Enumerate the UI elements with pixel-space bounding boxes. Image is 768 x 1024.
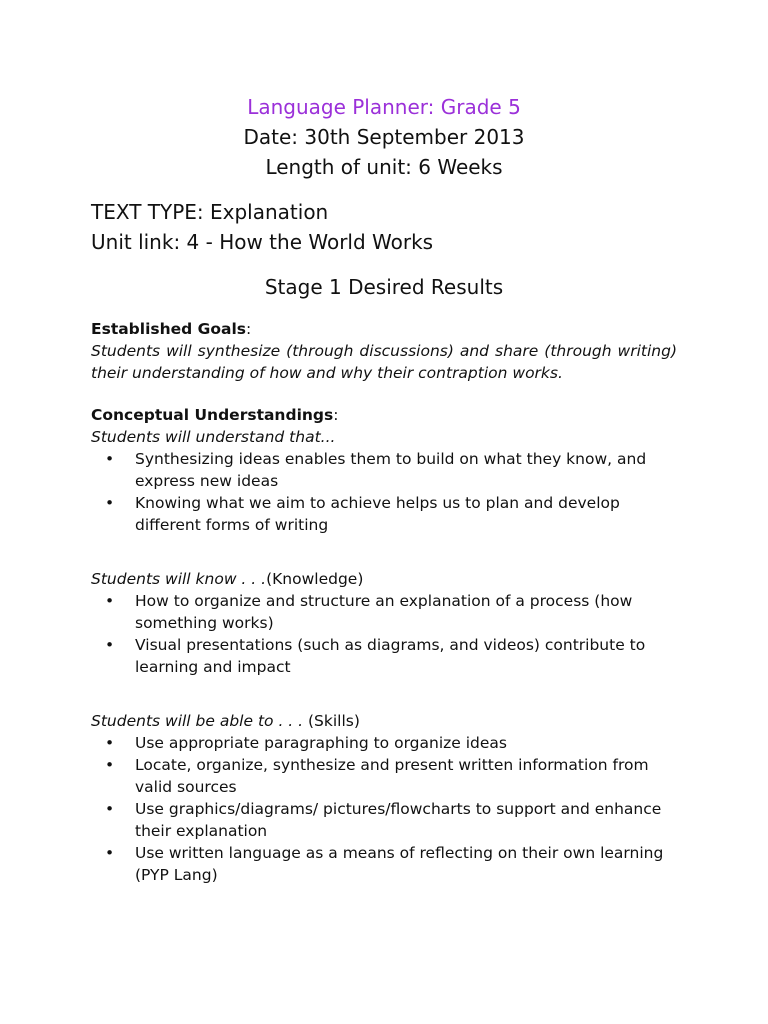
bullet-icon: •	[105, 636, 115, 654]
planner-date: Date: 30th September 2013	[243, 125, 525, 149]
bullet-icon: •	[105, 844, 115, 862]
unit-length: Length of unit: 6 Weeks	[265, 155, 503, 179]
conceptual-heading: Conceptual Understandings	[91, 406, 334, 424]
bullet-icon: •	[105, 800, 115, 818]
knowledge-list	[91, 590, 677, 678]
bullet-icon: •	[105, 756, 115, 774]
unit-meta	[91, 197, 691, 257]
list-item: • Use written language as a means of reflecting on their own learning (PYP Lang)	[105, 844, 664, 884]
knowledge-section	[91, 568, 677, 678]
conceptual-section	[91, 404, 677, 536]
goals-heading: Established Goals	[91, 320, 247, 338]
list-item: • Locate, organize, synthesize and present written information from valid sources	[105, 756, 649, 796]
knowledge-intro: Students will know . . .(Knowledge)	[91, 570, 364, 588]
goals-section	[91, 318, 677, 384]
goals-text: Students will synthesize (through discussions) and share (through writing) their understanding of how and why their contraption works.	[91, 342, 677, 382]
list-item: • Visual presentations (such as diagrams, and videos) contribute to learning and impact	[105, 636, 646, 676]
list-item: • Use graphics/diagrams/ pictures/flowcharts to support and enhance their explanation	[105, 800, 662, 840]
skills-intro: Students will be able to . . . (Skills)	[91, 712, 360, 730]
planner-title: Language Planner: Grade 5	[247, 95, 521, 119]
unit-link: Unit link: 4 - How the World Works	[91, 230, 434, 254]
list-item: • Knowing what we aim to achieve helps us to plan and develop different forms of writing	[105, 494, 620, 534]
conceptual-list	[91, 448, 677, 536]
skills-list	[91, 732, 677, 886]
conceptual-intro: Students will understand that...	[91, 428, 336, 446]
bullet-icon: •	[105, 450, 115, 468]
document-body	[91, 318, 677, 886]
document-header	[0, 92, 768, 182]
bullet-icon: •	[105, 592, 115, 610]
list-item: • Synthesizing ideas enables them to build on what they know, and express new ideas	[105, 450, 647, 490]
section-heading: Conceptual Understandings:	[91, 406, 339, 424]
list-item: • Use appropriate paragraphing to organize ideas	[105, 734, 507, 752]
stage-heading: Stage 1 Desired Results	[264, 275, 504, 299]
section-heading: Established Goals:	[91, 320, 252, 338]
bullet-icon: •	[105, 494, 115, 512]
text-type: TEXT TYPE: Explanation	[91, 200, 329, 224]
bullet-icon: •	[105, 734, 115, 752]
list-item: • How to organize and structure an explanation of a process (how something works)	[105, 592, 633, 632]
skills-section	[91, 710, 677, 886]
